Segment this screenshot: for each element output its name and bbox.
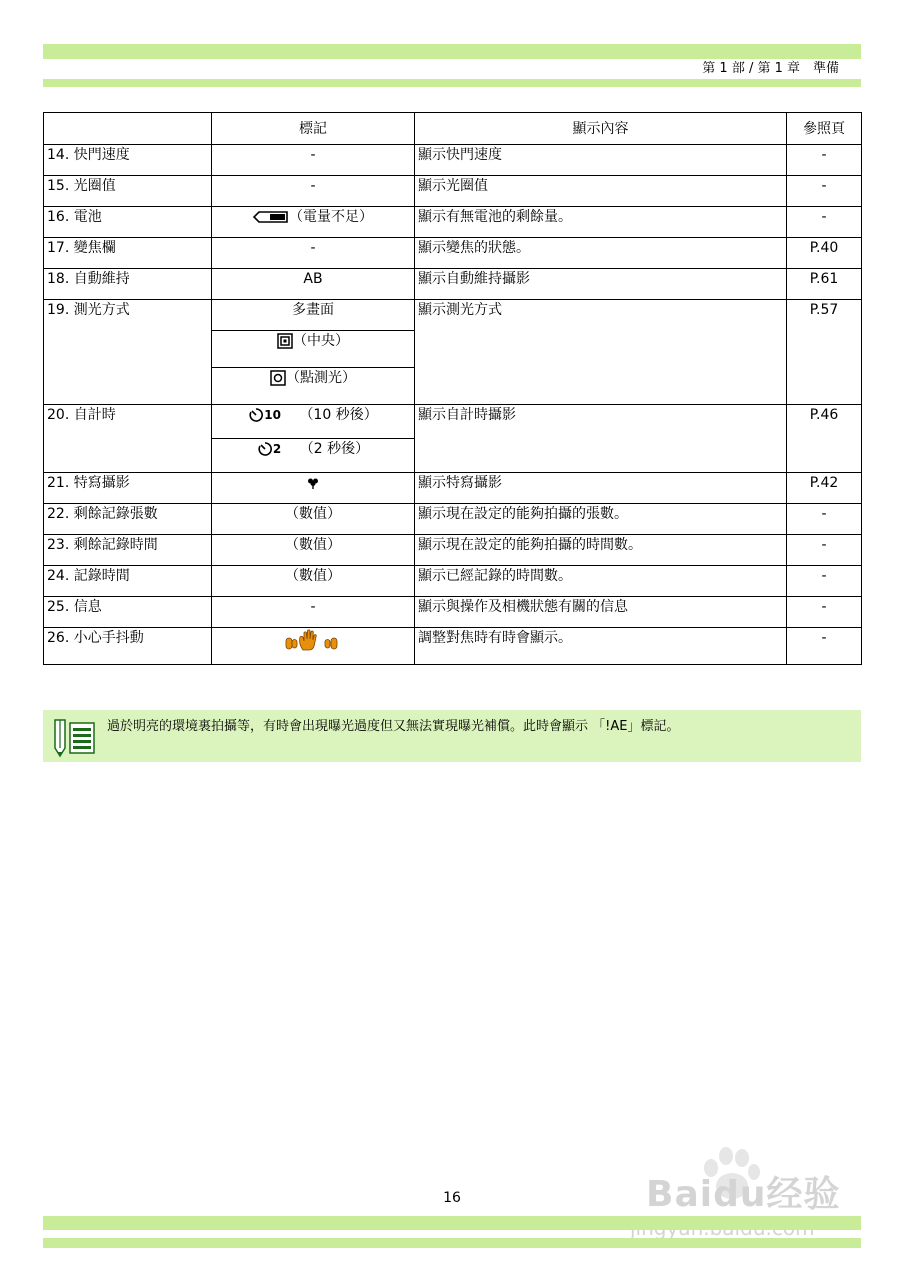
row-item: 14. 快門速度 xyxy=(44,145,212,176)
row-item: 20. 自計時 xyxy=(44,405,212,473)
row-ref: P.61 xyxy=(787,269,862,300)
row-mark: - xyxy=(212,597,415,628)
row-mark: - xyxy=(212,145,415,176)
top-band-2 xyxy=(43,79,861,87)
col-header-ref: 參照頁 xyxy=(787,113,862,145)
page-number: 16 xyxy=(443,1190,461,1206)
table-row xyxy=(44,566,862,597)
row-item: 15. 光圈值 xyxy=(44,176,212,207)
table-row xyxy=(44,473,862,504)
row-item: 19. 測光方式 xyxy=(44,300,212,405)
row-mark: AB xyxy=(212,269,415,300)
row-content: 顯示測光方式 xyxy=(415,300,787,405)
row-content: 顯示光圈值 xyxy=(415,176,787,207)
camera-shake-hand-icon xyxy=(282,628,344,652)
memo-text: 過於明亮的環境裏拍攝等，有時會出現曝光過度但又無法實現曝光補償。此時會顯示 「!AE」標記。 xyxy=(107,719,680,734)
row-mark xyxy=(212,405,415,439)
col-header-item xyxy=(44,113,212,145)
self-timer-10-icon xyxy=(248,407,264,423)
row-content: 顯示與操作及相機狀態有關的信息 xyxy=(415,597,787,628)
memo-pencil-icon xyxy=(51,718,97,758)
row-ref: - xyxy=(787,176,862,207)
macro-flower-icon xyxy=(307,477,319,489)
table-row xyxy=(44,238,862,269)
row-item: 23. 剩餘記錄時間 xyxy=(44,535,212,566)
table-row xyxy=(44,504,862,535)
self-timer-2-label: （2 秒後） xyxy=(299,441,370,457)
row-mark xyxy=(212,628,415,665)
row-content: 顯示快門速度 xyxy=(415,145,787,176)
row-mark xyxy=(212,331,415,368)
spot-metering-icon xyxy=(270,370,286,386)
table-row xyxy=(44,300,862,331)
table-row xyxy=(44,145,862,176)
row-ref: - xyxy=(787,566,862,597)
chapter-header: 第 1 部 / 第 1 章 準備 xyxy=(702,61,839,76)
row-item: 16. 電池 xyxy=(44,207,212,238)
bottom-band-2 xyxy=(43,1238,861,1248)
row-item: 25. 信息 xyxy=(44,597,212,628)
table-row xyxy=(44,176,862,207)
table-row xyxy=(44,628,862,665)
row-mark xyxy=(212,368,415,405)
table-row xyxy=(44,535,862,566)
row-content: 顯示現在設定的能夠拍攝的時間數。 xyxy=(415,535,787,566)
memo-note xyxy=(43,710,861,762)
table-row xyxy=(44,269,862,300)
row-content: 顯示特寫攝影 xyxy=(415,473,787,504)
row-content: 顯示現在設定的能夠拍攝的張數。 xyxy=(415,504,787,535)
row-content: 顯示變焦的狀態。 xyxy=(415,238,787,269)
row-mark xyxy=(212,207,415,238)
row-item: 21. 特寫攝影 xyxy=(44,473,212,504)
table-row xyxy=(44,207,862,238)
row-ref: - xyxy=(787,145,862,176)
spot-metering-label: （點測光） xyxy=(286,370,356,386)
row-content: 顯示自計時攝影 xyxy=(415,405,787,473)
table-row xyxy=(44,405,862,439)
watermark-logo: Baidu经验 xyxy=(646,1174,841,1215)
center-metering-label: （中央） xyxy=(293,333,349,349)
row-ref: - xyxy=(787,628,862,665)
row-item: 26. 小心手抖動 xyxy=(44,628,212,665)
row-mark: 多畫面 xyxy=(212,300,415,331)
center-weighted-metering-icon xyxy=(277,333,293,349)
row-ref: P.40 xyxy=(787,238,862,269)
row-ref: P.57 xyxy=(787,300,862,405)
row-content: 顯示自動維持攝影 xyxy=(415,269,787,300)
row-ref: P.46 xyxy=(787,405,862,473)
row-mark xyxy=(212,439,415,473)
row-ref: P.42 xyxy=(787,473,862,504)
col-header-mark: 標記 xyxy=(212,113,415,145)
col-header-content: 顯示內容 xyxy=(415,113,787,145)
display-table xyxy=(43,112,862,665)
row-ref: - xyxy=(787,207,862,238)
row-ref: - xyxy=(787,504,862,535)
self-timer-10-number: 10 xyxy=(264,408,281,422)
self-timer-10-label: （10 秒後） xyxy=(299,407,378,423)
top-band-1 xyxy=(43,44,861,59)
row-item: 17. 變焦欄 xyxy=(44,238,212,269)
battery-mark-label: （電量不足） xyxy=(289,209,373,225)
battery-low-icon xyxy=(253,211,289,223)
self-timer-2-number: 2 xyxy=(272,442,282,456)
table-header-row xyxy=(44,113,862,145)
row-ref: - xyxy=(787,597,862,628)
row-item: 24. 記錄時間 xyxy=(44,566,212,597)
table-row xyxy=(44,597,862,628)
self-timer-2-icon xyxy=(257,441,273,457)
row-content: 調整對焦時有時會顯示。 xyxy=(415,628,787,665)
row-mark xyxy=(212,473,415,504)
row-content: 顯示有無電池的剩餘量。 xyxy=(415,207,787,238)
row-mark: （數值） xyxy=(212,504,415,535)
row-mark: - xyxy=(212,176,415,207)
row-item: 22. 剩餘記錄張數 xyxy=(44,504,212,535)
row-mark: （數值） xyxy=(212,535,415,566)
row-ref: - xyxy=(787,535,862,566)
row-content: 顯示已經記錄的時間數。 xyxy=(415,566,787,597)
row-mark: - xyxy=(212,238,415,269)
row-item: 18. 自動維持 xyxy=(44,269,212,300)
bottom-band-1 xyxy=(43,1216,861,1230)
row-mark: （數值） xyxy=(212,566,415,597)
